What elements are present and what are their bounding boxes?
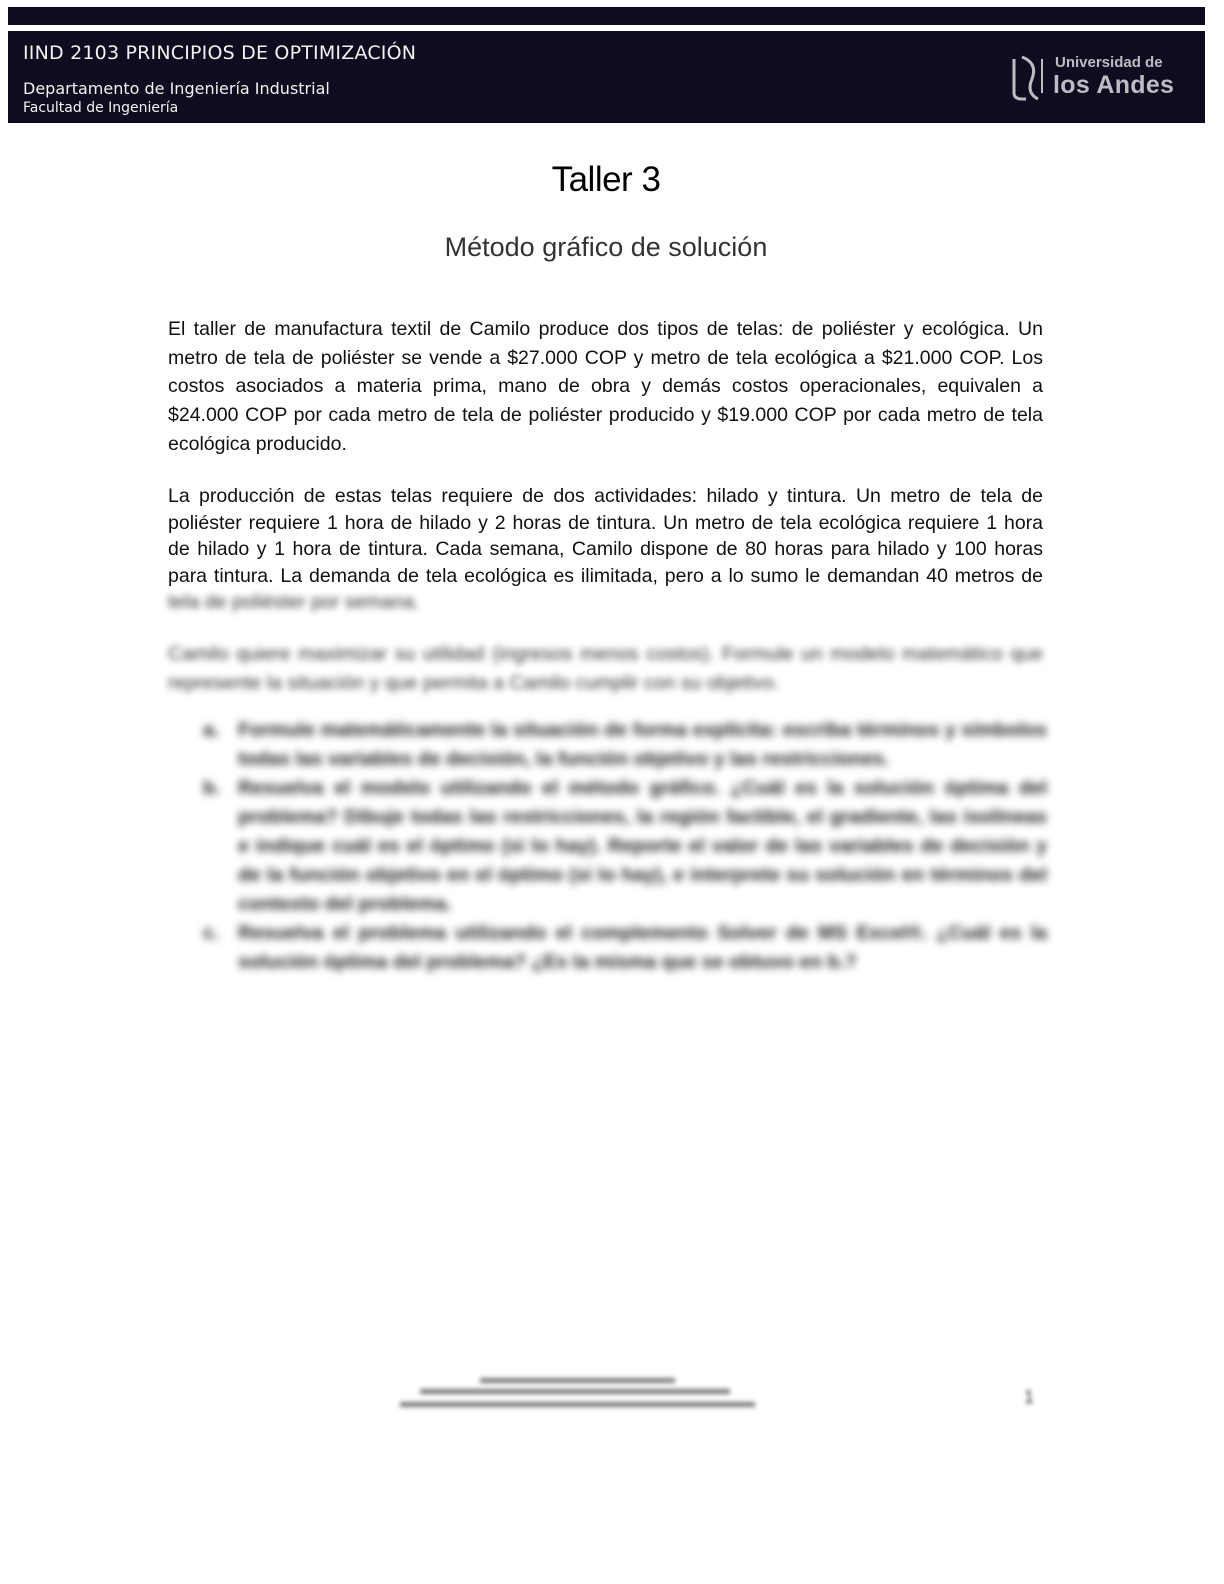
footer-fine-print xyxy=(395,1375,760,1417)
list-item xyxy=(200,774,1047,919)
document-subtitle: Método gráfico de solución xyxy=(444,232,768,262)
paragraph-production xyxy=(168,483,1043,616)
list-marker: b. xyxy=(203,777,221,799)
faculty-name: Facultad de Ingeniería xyxy=(23,100,179,116)
list-item-text: Formule matemáticamente la situación de forma explícita: escriba términos y símbolos todas las variables de decisión, la función objetivo y las restricciones. xyxy=(238,719,1047,770)
list-marker: a. xyxy=(203,719,220,741)
logo-text-universidad: Universidad de xyxy=(1055,54,1163,71)
university-logo xyxy=(1008,51,1198,107)
university-emblem-icon xyxy=(1008,53,1048,103)
document-title: Taller 3 xyxy=(551,160,661,199)
paragraph-objective: Camilo quiere maximizar su utilidad (ingresos menos costos). Formule un modelo matemático que represente la situación y que permita a Camilo cumplir con su objetivo. xyxy=(168,643,1043,694)
department-name: Departamento de Ingeniería Industrial xyxy=(23,79,330,98)
page-header xyxy=(8,31,1205,123)
question-list xyxy=(200,716,1047,977)
course-code: IIND 2103 PRINCIPIOS DE OPTIMIZACIÓN xyxy=(23,42,417,64)
page-number: 1 xyxy=(1024,1387,1035,1407)
paragraph-production-text: La producción de estas telas requiere de dos actividades: hilado y tintura. Un metro de tela de poliéster requiere 1 hora de hilado y 2 horas de tintura. Un metro de tela ecológica requiere 1 hora de hilado y 1 hora de tintura. Cada semana, Camilo dispone de 80 horas para hilado y 100 horas para tintura. La demanda de tela ecológica es ilimitada, pero a lo sumo le demandan 40 metros de xyxy=(168,485,1043,587)
paragraph-production-tail: tela de poliéster por semana. xyxy=(168,591,420,613)
list-item xyxy=(200,716,1047,774)
paragraph-intro: El taller de manufactura textil de Camilo produce dos tipos de telas: de poliéster y ecológica. Un metro de tela de poliéster se vende a $27.000 COP y metro de tela ecológica a $21.000 COP. Los costos asociados a materia prima, mano de obra y demás costos operacionales, equivalen a $24.000 COP por cada metro de tela de poliéster producido y $19.000 COP por cada metro de tela ecológica producido. xyxy=(168,318,1043,455)
list-marker: c. xyxy=(203,922,220,944)
logo-text-los-andes: los Andes xyxy=(1053,71,1175,99)
list-item-text: Resuelva el modelo utilizando el método gráfico. ¿Cuál es la solución óptima del problema? Dibuje todas las restricciones, la región factible, el gradiente, las isolíneas e indique cuál es el óptimo (si lo hay). Reporte el valor de las variables de decisión y de la función objetivo en el óptimo (si lo hay), e interprete su solución en términos del contexto del problema. xyxy=(238,777,1047,915)
header-top-rule xyxy=(8,7,1205,25)
list-item-text: Resuelva el problema utilizando el complemento Solver de MS Excel®. ¿Cuál es la solución óptima del problema? ¿Es la misma que se obtuvo en b.? xyxy=(238,922,1047,973)
list-item xyxy=(200,919,1047,977)
